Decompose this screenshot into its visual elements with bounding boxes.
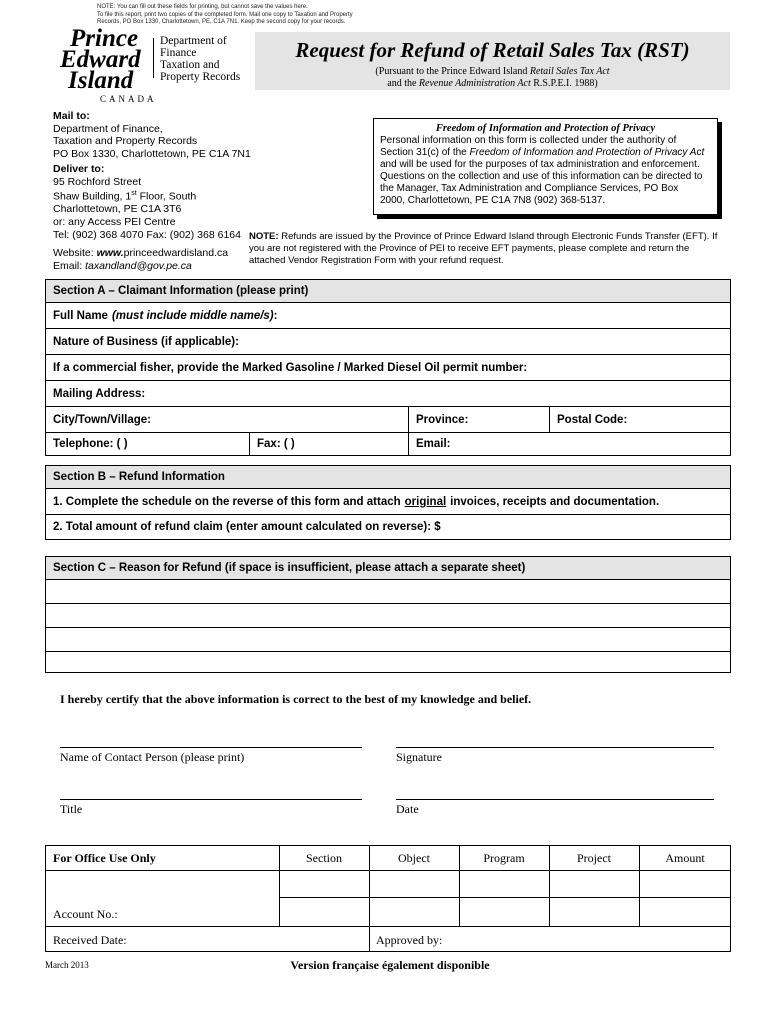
section-a-title: Section A – Claimant Information (please print) bbox=[46, 280, 730, 302]
signature-line[interactable] bbox=[396, 747, 714, 748]
french-version-note: Version française également disponible bbox=[290, 958, 490, 972]
section-c-title: Section C – Reason for Refund (if space is insufficient, please attach a separate sheet) bbox=[46, 557, 730, 579]
section-b bbox=[45, 465, 731, 540]
form-date: March 2013 bbox=[45, 960, 89, 970]
title-line[interactable] bbox=[60, 799, 362, 800]
mail-to: Mail to: Department of Finance, Taxation and Property Records PO Box 1330, Charlottetown, PE C1A 7N1 bbox=[53, 110, 251, 160]
department-name: Department of Finance Taxation and Property Records bbox=[160, 35, 241, 83]
reason-line-4[interactable] bbox=[46, 651, 730, 672]
pei-logo: Prince Edward Island CANADA bbox=[60, 25, 157, 104]
section-c bbox=[45, 556, 731, 673]
contact-name-label: Name of Contact Person (please print) bbox=[60, 750, 245, 764]
full-name-field[interactable]: Full Name (must include middle name/s) : bbox=[46, 302, 730, 328]
fisher-permit-field[interactable]: If a commercial fisher, provide the Marked Gasoline / Marked Diesel Oil permit number: bbox=[46, 354, 730, 380]
title-label: Title bbox=[60, 802, 83, 816]
privacy-notice-box: Freedom of Information and Protection of Privacy Personal information on this form is collected under the authority of Section 31(c) of the Freedom of Information and Protection of Privacy Act and will be used for the purposes of tax administration and enforcement. Questions on the collection and use of this information can be directed to the Manager, Tax Administration and Compliance Services, PO Box 2000, Charlottetown, PE C1A 7N8 (902) 368-5137. bbox=[373, 118, 718, 215]
date-line[interactable] bbox=[396, 799, 714, 800]
city-field[interactable]: City/Town/Village: bbox=[53, 413, 151, 426]
nature-of-business-field[interactable]: Nature of Business (if applicable): bbox=[46, 328, 730, 354]
col-project: Project bbox=[577, 851, 611, 865]
section-a bbox=[45, 279, 731, 456]
received-date-label: Received Date: bbox=[53, 933, 127, 947]
date-label: Date bbox=[396, 802, 419, 816]
refund-amount-field[interactable]: 2. Total amount of refund claim (enter amount calculated on reverse): $ bbox=[46, 514, 730, 539]
city-row bbox=[46, 406, 730, 432]
reason-line-2[interactable] bbox=[46, 603, 730, 627]
form-title: Request for Refund of Retail Sales Tax (RST) bbox=[295, 38, 690, 62]
postal-code-field[interactable]: Postal Code: bbox=[549, 407, 627, 432]
col-amount: Amount bbox=[665, 851, 705, 865]
form-subtitle: (Pursuant to the Prince Edward Island Retail Sales Tax Act and the Revenue Administration Act R.S.P.E.I. 1988) bbox=[375, 66, 610, 89]
province-field[interactable]: Province: bbox=[408, 407, 468, 432]
office-use-table bbox=[45, 845, 731, 952]
refund-instruction: 1. Complete the schedule on the reverse of this form and attach original invoices, receipts and documentation. bbox=[46, 488, 730, 514]
phone-fax: Tel: (902) 368 4070 Fax: (902) 368 6164 bbox=[53, 229, 241, 241]
account-no-label: Account No.: bbox=[53, 907, 118, 921]
logo-divider bbox=[153, 38, 154, 78]
email-field[interactable]: Email: bbox=[408, 433, 451, 455]
telephone-field[interactable]: Telephone: ( ) bbox=[53, 438, 128, 450]
reason-line-1[interactable] bbox=[46, 579, 730, 603]
certification-statement: I hereby certify that the above information is correct to the best of my knowledge and belief. bbox=[60, 692, 532, 706]
col-section: Section bbox=[306, 851, 342, 865]
reason-line-3[interactable] bbox=[46, 627, 730, 651]
col-program: Program bbox=[483, 851, 525, 865]
approved-by-label: Approved by: bbox=[376, 933, 443, 947]
section-b-title: Section B – Refund Information bbox=[46, 466, 730, 488]
office-use-title: For Office Use Only bbox=[53, 851, 156, 865]
fax-field[interactable]: Fax: ( ) bbox=[249, 433, 295, 455]
phone-row bbox=[46, 432, 730, 455]
contact-name-line[interactable] bbox=[60, 747, 362, 748]
email-link[interactable]: taxandland@gov.pe.ca bbox=[85, 259, 192, 272]
signature-label: Signature bbox=[396, 750, 442, 764]
website-email: Website: www.princeedwardisland.ca Email: taxandland@gov.pe.ca bbox=[53, 247, 229, 272]
eft-note: NOTE: Refunds are issued by the Province of Prince Edward Island through Electronic Funds Transfer (EFT). If you are not registered with the Province of PEI to receive EFT payments, please complete and return the attached Vendor Registration Form with your refund request. bbox=[249, 231, 718, 266]
deliver-to: Deliver to: 95 Rochford Street Shaw Building, 1st Floor, South Charlottetown, PE C1A 3T6 or: any Access PEI Centre bbox=[53, 163, 197, 228]
col-object: Object bbox=[398, 851, 430, 865]
mailing-address-field[interactable]: Mailing Address: bbox=[46, 380, 730, 406]
top-note: NOTE: You can fill out these fields for printing, but cannot save the values here. To file this report, print two copies of the completed form. Mail one copy to Taxation and Property Records, PO Box 1330, Charlottetown, PE, C1A 7N1. Keep the second copy for your records. bbox=[97, 4, 353, 25]
